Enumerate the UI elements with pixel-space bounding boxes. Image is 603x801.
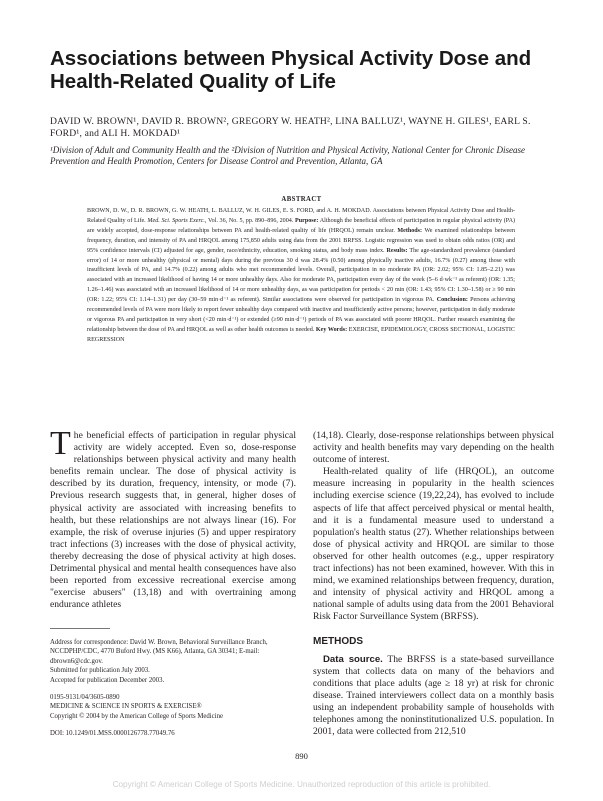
data-source-text: The BRFSS is a state-based surveillance system that collects data on many of the behaviors and conditions that place adults (age ≥ 18 yr) at risk for chronic disease. Trained interviewers collect data on a monthly basis using an independent probability sample of households with telephones among the noninstitutionalized U.S. population. In 2001, data were collected from 212,510: [313, 653, 555, 738]
results-text: The age-standardized prevalence (standard error) of 14 or more unhealthy (physical or mental) days during the previous 30 d was 28.4% (0.50) among physically inactive adults, 16.7% (0.27) among those with insufficient levels of PA, and 14.7% (0.22) among adults who met recommended levels. Overall, participation in no moderate PA (OR: 2.02; 95% CI: 1.85–2.21) was associated with an increased likelihood of having 14 or more unhealthy days. Also for moderate PA, participation every day of the week (5–6 d·wk⁻¹ as referent) (OR: 1.35; 1.26–1.46) was associated with an increased likelihood of 14 or more unhealthy days, as was participation for periods < 20 min (OR: 1.43; 95% CI: 1.30–1.58) or ≥ 90 min (OR: 1.22; 95% CI: 1.14–1.31) per day (30–59 min·d⁻¹ as referent). Similar associations were observed for participation in vigorous PA.: [87, 247, 516, 304]
purpose-text: Although the beneficial effects of participation in regular physical activity (PA) are widely accepted, dose-response relationships between PA and health-related quality of life (HRQOL) remain unclear.: [87, 217, 516, 234]
keywords-text: EXERCISE, EPIDEMIOLOGY, CROSS SECTIONAL, LOGISTIC REGRESSION: [87, 326, 515, 343]
results-label: Results:: [386, 247, 408, 254]
journal-note: MEDICINE & SCIENCE IN SPORTS & EXERCISE®: [50, 703, 202, 711]
footnote-divider: [50, 628, 110, 629]
data-source-paragraph: [313, 654, 554, 739]
abstract-volume: , Vol. 36, No. 5, pp. 890–896, 2004.: [204, 217, 294, 224]
affiliations: ¹Division of Adult and Community Health and the ²Division of Nutrition and Physical Activity, National Center for Chronic Disease Prevention and Health Promotion, Centers for Disease Control and Prevention, Atlanta, GA: [50, 145, 525, 166]
author-list: DAVID W. BROWN¹, DAVID R. BROWN², GREGORY W. HEATH², LINA BALLUZ¹, WAYNE H. GILES¹, EARL S. FORD¹, and ALI H. MOKDAD¹: [50, 116, 531, 139]
copyright-watermark: Copyright © American College of Sports Medicine. Unauthorized reproduction of this article is prohibited.: [112, 780, 491, 789]
purpose-label: Purpose:: [295, 217, 319, 224]
abstract-citation: BROWN, D. W., D. R. BROWN, G. W. HEATH, L. BALLUZ, W. H. GILES, E. S. FORD, and A. H. MOKDAD. Associations between Physical Activity Dose and Health-Related Quality of Life.: [87, 208, 515, 224]
copyright-note: Copyright © 2004 by the American College of Sports Medicine: [50, 712, 223, 720]
abstract-journal: Med. Sci. Sports Exerc.: [147, 217, 205, 224]
accepted-note: Accepted for publication December 2003.: [50, 676, 165, 684]
intro-paragraph: [50, 425, 296, 611]
abstract-body: [87, 207, 515, 346]
right-column: [313, 430, 554, 738]
article-title: Associations between Physical Activity Dose and Health-Related Quality of Life: [50, 47, 532, 93]
abstract-heading: ABSTRACT: [281, 196, 322, 203]
conclusion-text: Persons achieving recommended levels of PA were more likely to report fewer unhealthy days compared with inactive and insufficiently active persons; however, participation in daily moderate or vigorous PA and participation in very short (<20 min·d⁻¹) or extended (≥90 min·d⁻¹) periods of PA was associated with poorer HRQOL. Further research examining the relationship between the dose of PA and HRQOL as well as other health outcomes is needed.: [87, 297, 515, 333]
left-column: [50, 425, 296, 611]
conclusion-label: Conclusion:: [436, 297, 468, 304]
correspondence-note: Address for correspondence: David W. Brown, Behavioral Surveillance Branch, NCCDPHP/CDC, 4770 Buford Hwy. (MS K66), Atlanta, GA 30341; E-mail: dbrown6@cdc.gov.: [50, 639, 268, 665]
issn-note: 0195-9131/04/3605-0890: [50, 694, 120, 702]
hrqol-paragraph: Health-related quality of life (HRQOL), an outcome measure increasing in popularity in the health sciences including exercise science (19,22,24), has evolved to include aspects of life that affect perceived physical or mental health, and it is a fundamental measure used to understand a population's health status (27). Whether relationships between dose of physical activity and HRQOL are similar to those observed for other health outcomes (e.g., upper respiratory tract infections) has not been examined, however. With this in mind, we examined relationships between frequency, duration, and intensity of physical activity and HRQOL among a national sample of adults using data from the 2001 Behavioral Risk Factor Surveillance System (BRFSS).: [313, 466, 554, 623]
methods-heading: METHODS: [313, 635, 363, 647]
page-number: 890: [295, 751, 308, 761]
submitted-note: Submitted for publication July 2003.: [50, 667, 150, 675]
intro-text: he beneficial effects of participation in regular physical activity are widely accepted. Even so, dose-response relationships between physical activity and many health benefits remain unclear. The dose of physical activity is described by its duration, frequency, intensity, or mode (7). Previous research suggests that, in general, higher doses of physical activity are associated with increasing benefits to health, but these relationships are not always linear (16). For example, the risk of overuse injuries (5) and upper respiratory tract infections (3) increases with the dose of physical activity, thereby decreasing the dose of physical activity at high doses. Detrimental physical and mental health consequences have also been reported from excessive recreational exercise among "exercise abusers" (13,18) and with overtraining among endurance athletes: [50, 430, 296, 611]
drop-cap: T: [50, 425, 71, 462]
methods-text: We examined relationships between frequency, duration, and intensity of PA and HRQOL among 175,850 adults using data from the 2001 BRFSS. Logistic regression was used to obtain odds ratios (OR) and 95% confidence intervals (CI) adjusted for age, gender, race/ethnicity, education, smoking status, and body mass index.: [87, 227, 515, 254]
doi-note: DOI: 10.1249/01.MSS.0000126778.77049.76: [50, 730, 175, 738]
keywords-label: Key Words:: [315, 326, 348, 333]
continued-paragraph: (14,18). Clearly, dose-response relationships between physical activity and health benefits may vary depending on the health outcome of interest.: [313, 430, 554, 466]
footnotes: [50, 638, 296, 739]
methods-label: Methods:: [397, 227, 423, 234]
data-source-label: Data source.: [323, 653, 383, 665]
